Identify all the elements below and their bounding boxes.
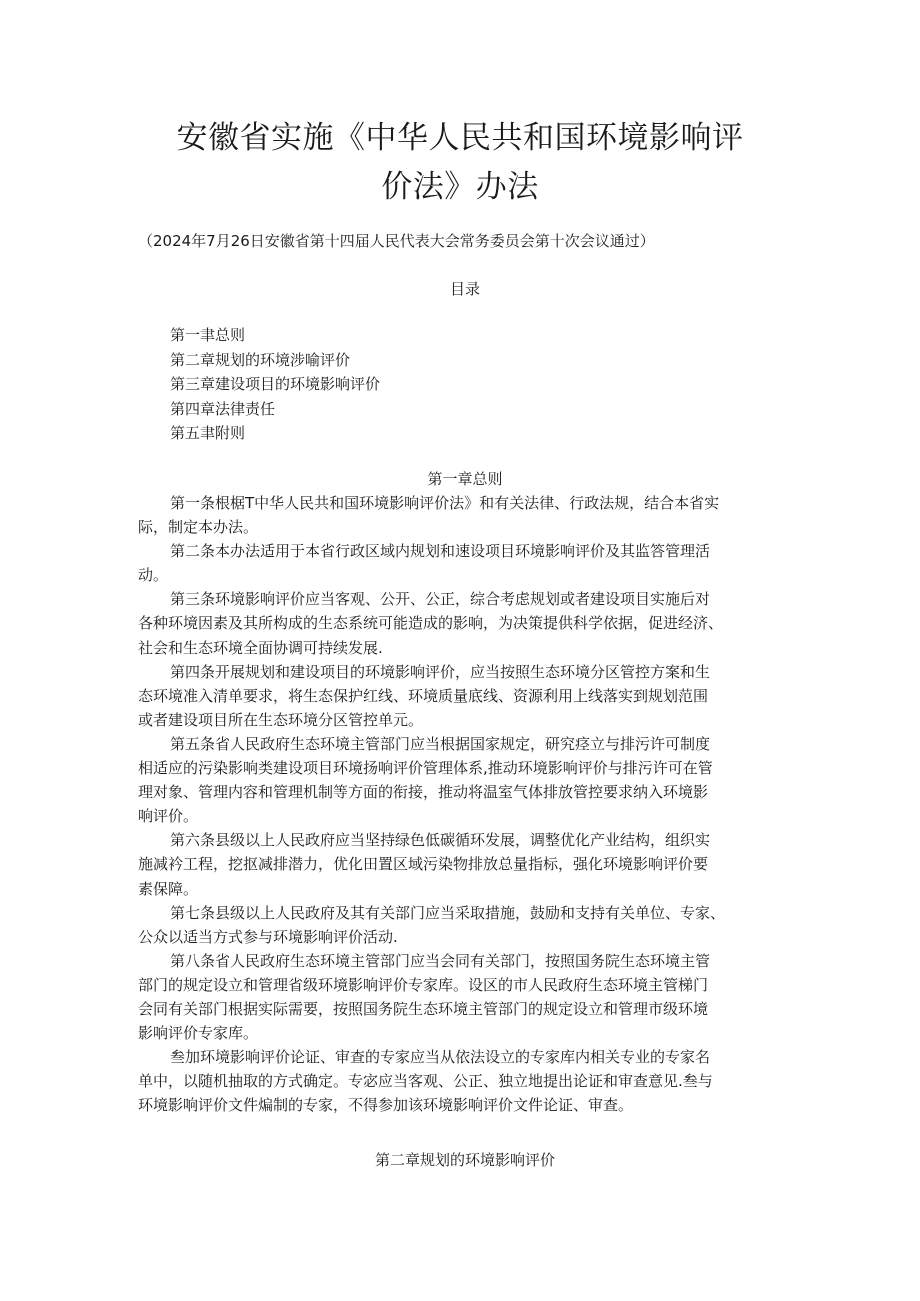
paragraph-line: 第八条省人民政府生态环境主管部门应当会同有关部门，按照国务院生态环境主管 [170, 951, 711, 970]
chapter-1-body [138, 491, 798, 1117]
paragraph-line: 社会和生态环境全面协调可持续发展. [138, 638, 383, 657]
article-paragraph [138, 660, 798, 732]
toc-heading: 目录 [449, 280, 480, 298]
toc-item: 第五聿附则 [170, 424, 246, 442]
paragraph-line: 第五条省人民政府生态环境主管部门应当根据国家规定，研究痉立与排污许可制度 [170, 734, 711, 753]
title-line-2: 价法》办法 [381, 169, 539, 205]
paragraph-line: 第六条县级以上人民政府应当坚持绿色低碳循环发展，调整优化产业结构，组织实 [170, 831, 711, 850]
paragraph-line: 部门的规定设立和管理省级环境影响评价专家库。设区的市人民政府生态环境主管梯门 [138, 975, 709, 994]
title-line-1: 安徽省实施《中华人民共和国环境影响评 [176, 120, 744, 156]
paragraph-line: 响评价。 [138, 807, 199, 826]
paragraph-line: 或者建设项目所在生态环境分区管控单元。 [138, 710, 424, 729]
paragraph-line: 影响评价专家库。 [138, 1024, 259, 1043]
toc-item: 第一聿总则 [170, 326, 246, 344]
toc-item: 第二章规划的环境涉喻评价 [170, 350, 351, 369]
paragraph-line: 第七条县级以上人民政府及其有关部门应当采取措施，鼓励和支持有关单位、专家、 [170, 903, 726, 922]
paragraph-line: 际，制定本办法。 [138, 518, 259, 537]
chapter-2-heading: 第二章规划的环境影响评价 [374, 1151, 555, 1169]
article-paragraph [138, 539, 798, 587]
table-of-contents [170, 323, 380, 446]
article-paragraph [138, 828, 798, 900]
paragraph-line: 相适应的污染影响类建设项目环境扬响评价管理体系,推动环境影响评价与排污许可在管 [138, 759, 713, 778]
adoption-note: （2024年7月26日安徽省第十四届人民代表大会常务委员会第十次会议通过） [138, 232, 655, 250]
paragraph-line: 施减衿工程，挖抠减排潜力，优化田置区域污染物排放总量指标，强化环境影响评价要 [138, 855, 709, 874]
paragraph-line: 素保障。 [138, 879, 199, 898]
paragraph-line: 第一条根椐T中华人民共和国环境影响评价法》和有关法律、行政法规，结合本省实 [170, 494, 720, 512]
paragraph-line: 叁加环境影响评价论证、审查的专家应当从依法设立的专家库内相关专业的专家名 [170, 1048, 711, 1067]
toc-item: 第四章法律责任 [170, 399, 276, 418]
article-paragraph [138, 901, 798, 949]
article-paragraph [138, 949, 798, 1045]
paragraph-line: 公众以适当方式参与环境影响评价活动. [138, 927, 398, 946]
paragraph-line: 态环境准入清单要求，将生态保护红线、环境质量底线、资源利用上线落实到规划范围 [138, 686, 709, 705]
toc-item: 第三章建设项目的环境影响评价 [170, 375, 381, 393]
article-paragraph [138, 1045, 798, 1117]
paragraph-line: 环境影响评价文件煸制的专家，不得参加该环境影响评价文件论证、审查。 [138, 1096, 634, 1115]
article-paragraph [138, 587, 798, 659]
article-paragraph [138, 491, 798, 539]
paragraph-line: 单中，以随机抽取的方式确定。专宓应当客观、公正、独立地提出论证和审查意见.叁与 [138, 1072, 713, 1091]
paragraph-line: 动。 [138, 566, 169, 585]
paragraph-line: 第三条环境影响评价应当客观、公开、公正，综合考虑规划或者建设项目实施后对 [170, 590, 711, 609]
document-title [140, 114, 780, 212]
paragraph-line: 各种环境因素及其所构成的生态系统可能造成的影响，为决策提供科学依据，促进经济、 [138, 614, 724, 633]
paragraph-line: 第二条本办法适用于本省行政区域内规划和速设项目环境影响评价及其监答管理活 [170, 542, 711, 561]
chapter-1-heading: 第一章总则 [427, 470, 503, 488]
paragraph-line: 第四条开展规划和建设项目的环境影响评价，应当按照生态环境分区管控方案和生 [170, 662, 711, 681]
paragraph-line: 理对象、管理内容和管理机制等方面的衔接，推动将温室气体排放管控要求纳入环境影 [138, 783, 709, 802]
article-paragraph [138, 732, 798, 828]
paragraph-line: 会同有关部门根据实际需要，按照国务院生态环境主管部门的规定设立和管理市级环境 [138, 999, 709, 1018]
